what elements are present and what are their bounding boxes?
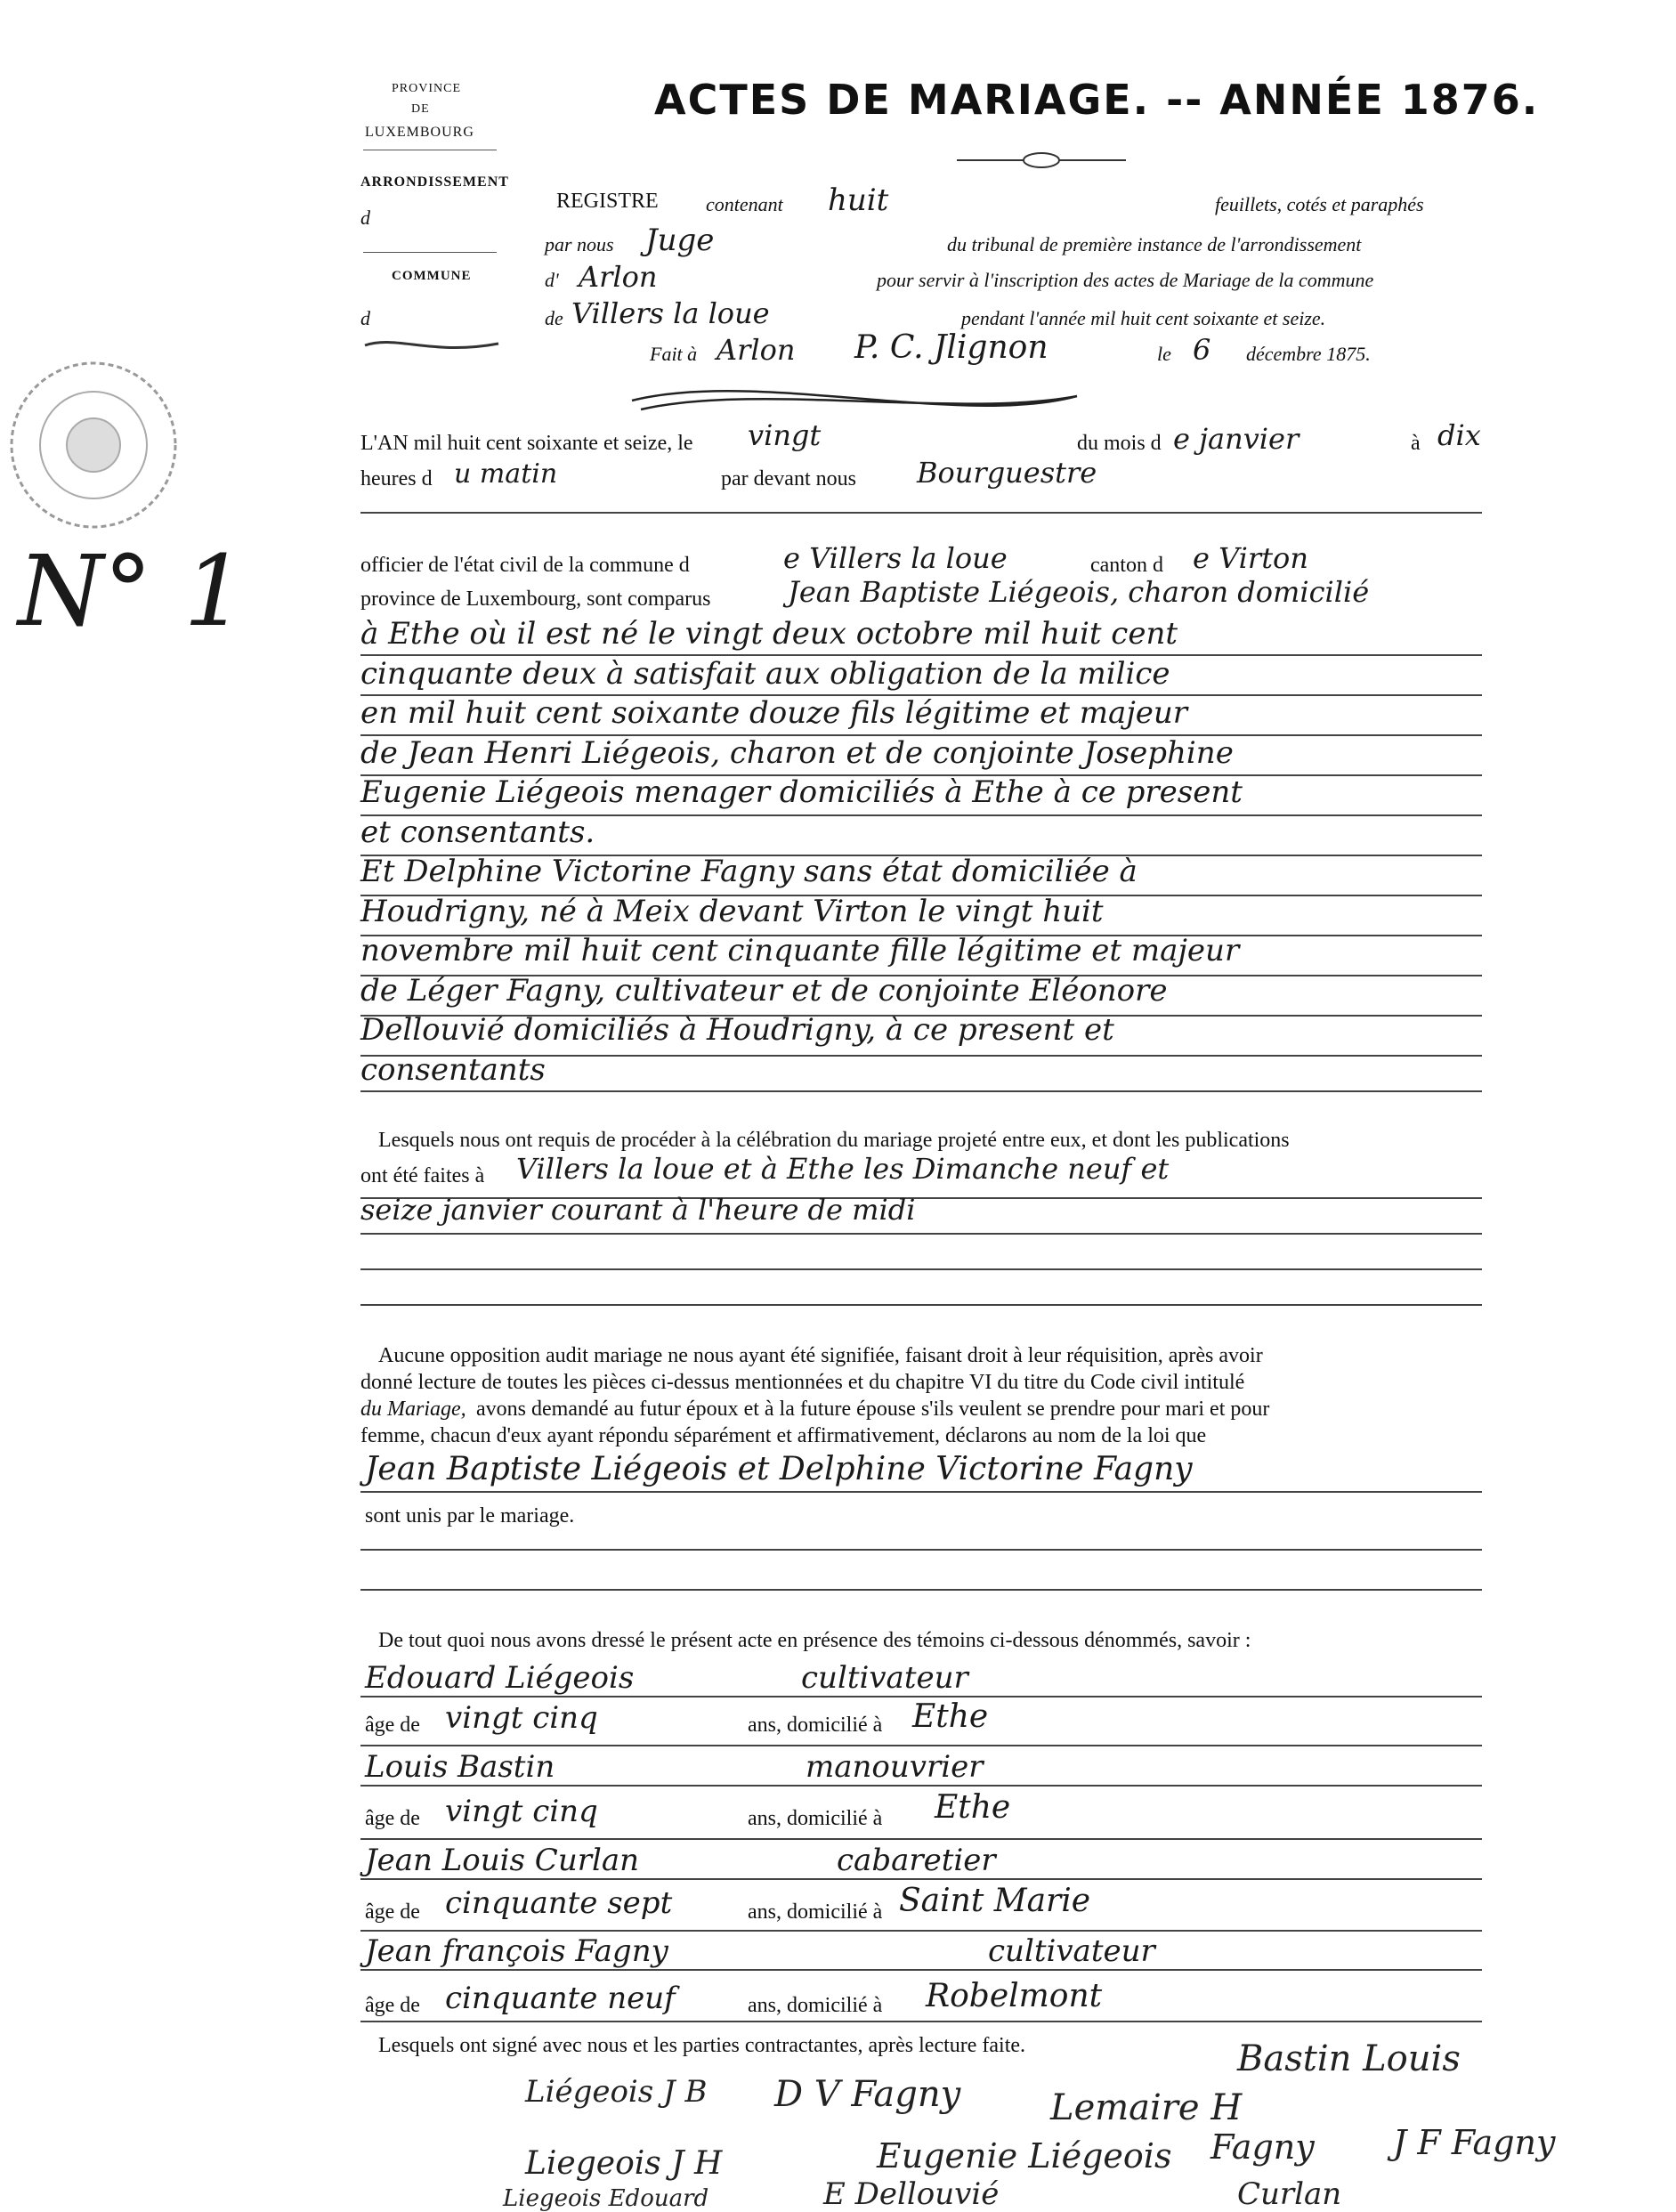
act-day: vingt <box>748 418 822 452</box>
witness-place: Saint Marie <box>899 1883 1091 1919</box>
signature: Liegeois J H <box>525 2145 723 2182</box>
signature: Lemaire H <box>1050 2087 1243 2128</box>
signature: Curlan <box>1237 2176 1342 2212</box>
registre-par-nous: par nous <box>545 233 614 255</box>
witness-occupation: cultivateur <box>988 1933 1155 1969</box>
publications-faites-label: ont été faites à <box>360 1164 485 1187</box>
act-line: cinquante deux à satisfait aux obligation de la milice <box>360 655 1170 692</box>
act-line: en mil huit cent soixante douze fils légitime et majeur <box>360 695 1188 731</box>
signature: Bastin Louis <box>1237 2038 1461 2079</box>
fait-a-place: Arlon <box>717 333 796 367</box>
act-officer: Bourguestre <box>917 456 1097 490</box>
witness-occupation: cabaretier <box>837 1843 996 1878</box>
commune-label: COMMUNE <box>392 269 472 283</box>
publications-text: Lesquels nous ont requis de procéder à la célébration du mariage projeté entre eux, et dont les publications <box>378 1129 1290 1152</box>
registre-tribunal: du tribunal de première instance de l'arrondissement <box>947 233 1362 255</box>
act-month: e janvier <box>1173 422 1300 456</box>
act-line: consentants <box>360 1051 546 1088</box>
act-canton: e Virton <box>1193 541 1308 575</box>
registre-arrondissement: Arlon <box>579 260 658 294</box>
witness-name: Jean françois Fagny <box>365 1933 668 1969</box>
witness-age: cinquante neuf <box>445 1981 676 2016</box>
act-line: de Léger Fagny, cultivateur et de conjointe Eléonore <box>360 972 1168 1009</box>
signature: Eugenie Liégeois <box>877 2136 1172 2176</box>
signature: Fagny <box>1210 2127 1315 2167</box>
divider-ornament-icon <box>952 147 1130 174</box>
opposition-line-2: donné lecture de toutes les pièces ci-dessus mentionnées et du chapitre VI du titre du Code civil intitulé <box>360 1371 1245 1394</box>
juge-signature: P. C. Jlignon <box>854 329 1049 366</box>
arrondissement-d: d <box>360 207 370 229</box>
publications-dates: seize janvier courant à l'heure de midi <box>360 1193 916 1227</box>
opposition-du-mariage: du Mariage, <box>360 1398 466 1421</box>
act-a-label: à <box>1411 432 1421 455</box>
page-title: ACTES DE MARIAGE. -- ANNÉE 1876. <box>654 76 1540 124</box>
act-line: Et Delphine Victorine Fagny sans état domiciliée à <box>360 854 1138 889</box>
witness-place: Ethe <box>912 1698 989 1735</box>
witness-domicile-label: ans, domicilié à <box>748 1994 883 2017</box>
province-name: LUXEMBOURG <box>365 125 474 140</box>
opposition-line-3: avons demandé au futur époux et à la future épouse s'ils veulent se prendre pour mari et pour <box>476 1398 1270 1421</box>
act-line: et consentants. <box>360 814 595 850</box>
act-line: Houdrigny, né à Meix devant Virton le vingt huit <box>360 893 1104 929</box>
witness-age-label: âge de <box>365 1807 420 1830</box>
act-line: novembre mil huit cent cinquante fille légitime et majeur <box>360 933 1240 968</box>
witness-age: cinquante sept <box>445 1885 673 1921</box>
signature: E Dellouvié <box>823 2176 1000 2212</box>
act-line: Dellouvié domiciliés à Houdrigny, à ce present et <box>360 1012 1114 1048</box>
witness-place: Robelmont <box>926 1978 1103 2014</box>
act-line: à Ethe où il est né le vingt deux octobre mil huit cent <box>360 616 1178 652</box>
witnesses-intro: De tout quoi nous avons dressé le présent acte en présence des témoins ci-dessous dénommés, savoir : <box>378 1629 1251 1652</box>
act-officier-label: officier de l'état civil de la commune d <box>360 554 690 577</box>
act-devant-label: par devant nous <box>721 467 856 490</box>
witness-place: Ethe <box>935 1789 1011 1826</box>
signature: Liégeois J B <box>525 2074 708 2110</box>
fait-date: décembre 1875. <box>1246 343 1371 365</box>
witness-name: Louis Bastin <box>365 1749 555 1785</box>
act-hour: dix <box>1437 418 1481 452</box>
registre-de: de <box>545 307 563 329</box>
registre-juge: Juge <box>645 223 715 258</box>
signature: Liegeois Edouard <box>503 2185 709 2212</box>
province-de-label: DE <box>411 102 430 116</box>
province-label: PROVINCE <box>392 82 462 95</box>
act-groom-line: Jean Baptiste Liégeois, charon domicilié <box>788 575 1370 609</box>
witness-domicile-label: ans, domicilié à <box>748 1714 883 1737</box>
opposition-line-1: Aucune opposition audit mariage ne nous ayant été signifiée, faisant droit à leur réquisition, après avoir <box>378 1344 1263 1367</box>
act-comparus-label: province de Luxembourg, sont comparus <box>360 587 711 611</box>
act-heures-label: heures d <box>360 467 433 490</box>
registre-pendant: pendant l'année mil huit cent soixante et seize. <box>961 307 1326 329</box>
unis-par-mariage: sont unis par le mariage. <box>365 1504 575 1527</box>
registre-pour-servir: pour servir à l'inscription des actes de Mariage de la commune <box>877 269 1374 291</box>
act-line: Eugenie Liégeois menager domiciliés à Ethe à ce present <box>360 774 1243 810</box>
witness-age: vingt cinq <box>445 1794 598 1829</box>
act-number: N° 1 <box>18 534 247 648</box>
witness-name: Jean Louis Curlan <box>365 1843 640 1878</box>
arrondissement-label: ARRONDISSEMENT <box>360 174 509 190</box>
witness-name: Edouard Liégeois <box>365 1660 635 1696</box>
tax-stamp-icon <box>4 356 182 534</box>
witness-occupation: manouvrier <box>806 1749 984 1785</box>
registre-count: huit <box>828 182 889 218</box>
commune-d: d <box>360 307 370 329</box>
witness-age: vingt cinq <box>445 1700 598 1736</box>
act-canton-label: canton d <box>1090 554 1163 577</box>
act-handwritten-body <box>360 614 1243 1090</box>
signature-flourish-icon <box>623 374 1086 427</box>
fait-a-label: Fait à <box>650 343 698 365</box>
witness-occupation: cultivateur <box>801 1660 968 1696</box>
witness-age-label: âge de <box>365 1994 420 2017</box>
registre-d: d' <box>545 269 559 291</box>
act-commune: e Villers la loue <box>783 541 1008 575</box>
act-year-text: L'AN mil huit cent soixante et seize, le <box>360 432 693 455</box>
registre-commune: Villers la loue <box>571 296 770 330</box>
flourish-icon <box>360 336 503 354</box>
witnesses-closing: Lesquels ont signé avec nous et les parties contractantes, après lecture faite. <box>378 2034 1026 2057</box>
witness-domicile-label: ans, domicilié à <box>748 1900 883 1924</box>
witness-age-label: âge de <box>365 1714 420 1737</box>
act-month-label: du mois d <box>1077 432 1162 455</box>
act-time: u matin <box>454 458 558 490</box>
act-line: de Jean Henri Liégeois, charon et de conjointe Josephine <box>360 734 1234 771</box>
registre-label: REGISTRE <box>556 190 659 213</box>
signature: J F Fagny <box>1393 2123 1556 2162</box>
signature: D V Fagny <box>774 2074 961 2115</box>
spouses-names: Jean Baptiste Liégeois et Delphine Victorine Fagny <box>365 1451 1193 1487</box>
witness-domicile-label: ans, domicilié à <box>748 1807 883 1830</box>
fait-day: 6 <box>1193 333 1211 367</box>
opposition-line-4: femme, chacun d'eux ayant répondu séparément et affirmativement, déclarons au nom de la loi que <box>360 1424 1207 1447</box>
witness-age-label: âge de <box>365 1900 420 1924</box>
fait-le-label: le <box>1157 343 1171 365</box>
registre-contenant: contenant <box>706 193 783 215</box>
publications-places: Villers la loue et à Ethe les Dimanche neuf et <box>516 1152 1170 1186</box>
registre-feuillets: feuillets, cotés et paraphés <box>1215 193 1424 215</box>
